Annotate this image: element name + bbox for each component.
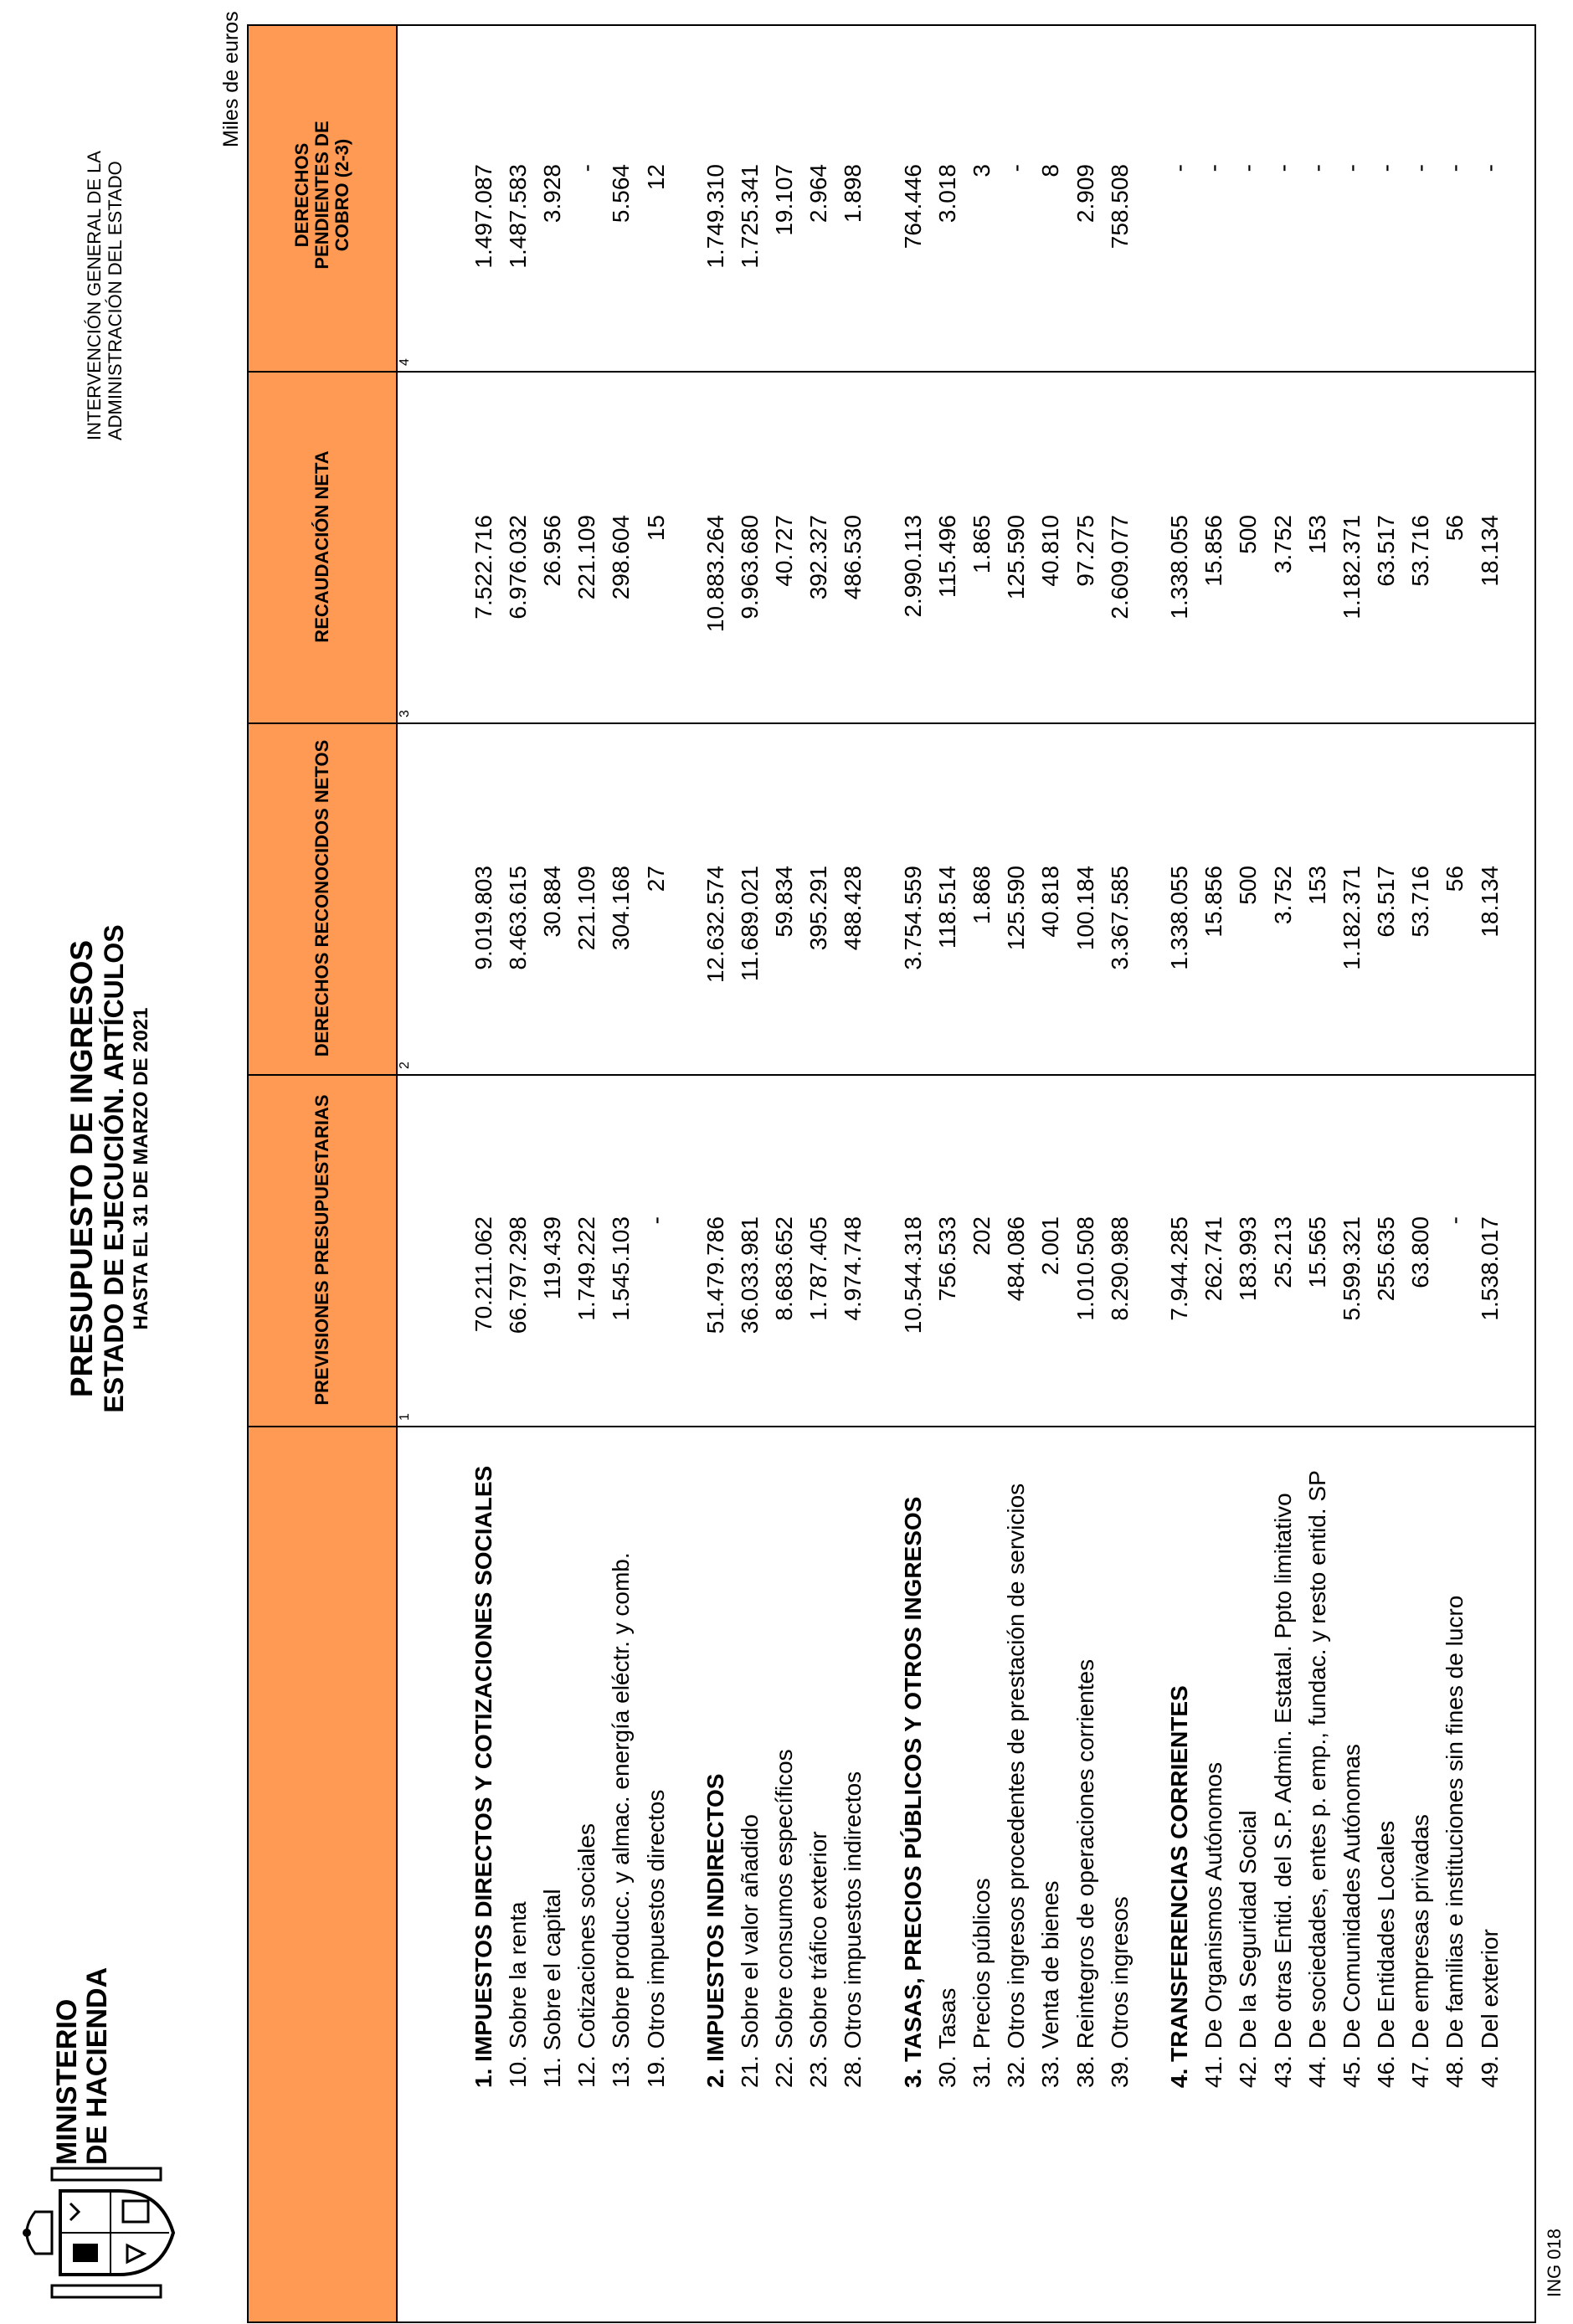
value-cell: 1.338.055	[1165, 866, 1192, 970]
table-section	[1162, 26, 1507, 2321]
value-cell: 27	[642, 866, 669, 892]
value-cell: 18.134	[1476, 515, 1503, 587]
row-label: 28. Otros impuestos indirectos	[840, 1771, 866, 2088]
table-row	[535, 26, 569, 2321]
table-row	[1103, 26, 1137, 2321]
value-cell: 8.290.988	[1106, 1216, 1133, 1321]
value-cell: 11.689.021	[736, 866, 763, 982]
table-row	[1370, 26, 1404, 2321]
column-number: 2	[398, 1062, 412, 1069]
table-row	[1068, 26, 1103, 2321]
table-row	[1473, 26, 1507, 2321]
value-cell: 100.184	[1072, 866, 1098, 951]
value-cell: 153	[1303, 866, 1330, 905]
value-cell: 3.752	[1269, 866, 1296, 925]
value-cell: 1.538.017	[1476, 1216, 1503, 1321]
value-cell: 119.439	[538, 1216, 565, 1300]
table-row	[1404, 26, 1438, 2321]
value-cell: 63.517	[1373, 515, 1400, 587]
value-cell: 8.683.652	[771, 1216, 798, 1321]
column-header-recaudacion: RECAUDACIÓN NETA	[311, 450, 332, 643]
ministry-line-2: DE HACIENDA	[81, 1967, 113, 2165]
value-cell: 63.517	[1373, 866, 1400, 938]
value-cell: 9.019.803	[470, 866, 496, 970]
value-cell: 486.530	[840, 515, 866, 600]
value-cell: 153	[1303, 515, 1330, 554]
report-date: HASTA EL 31 DE MARZO DE 2021	[130, 1007, 152, 1330]
value-cell: 10.544.318	[899, 1216, 926, 1334]
table-row	[768, 26, 802, 2321]
value-cell: -	[1442, 1216, 1468, 1225]
value-cell: 3.367.585	[1106, 866, 1133, 970]
value-cell: 3.928	[538, 164, 565, 224]
table-row	[964, 26, 999, 2321]
value-cell: 15.856	[1200, 515, 1227, 587]
value-cell: 255.635	[1373, 1216, 1400, 1302]
value-cell: -	[1442, 164, 1468, 172]
row-label: 43. De otras Entid. del S.P. Admin. Estatal. Ppto limitativo	[1269, 1493, 1296, 2088]
value-cell: 40.727	[771, 515, 798, 587]
value-cell: 202	[969, 1216, 995, 1256]
value-cell: 1.497.087	[470, 164, 496, 269]
value-cell: 118.514	[933, 866, 960, 949]
value-cell: 758.508	[1106, 164, 1133, 249]
value-cell: 395.291	[805, 866, 832, 951]
table-body	[396, 26, 1532, 2321]
table-row	[570, 26, 604, 2321]
value-cell: 66.797.298	[504, 1216, 531, 1334]
value-cell: 1.010.508	[1072, 1216, 1098, 1321]
row-label: 39. Otros ingresos	[1106, 1896, 1133, 2088]
row-label: 32. Otros ingresos procedentes de prestación de servicios	[1003, 1483, 1030, 2088]
section-total-row	[1162, 26, 1196, 2321]
value-cell: 19.107	[771, 164, 798, 236]
value-cell: -	[642, 1216, 669, 1225]
table-row	[501, 26, 535, 2321]
value-cell: 12	[642, 164, 669, 191]
ministry-line-1: MINISTERIO	[51, 1998, 83, 2165]
value-cell: 2.964	[805, 164, 832, 224]
value-cell: 51.479.786	[702, 1216, 728, 1334]
table-row	[836, 26, 871, 2321]
value-cell: 10.883.264	[702, 515, 728, 633]
value-cell: 1.868	[969, 866, 995, 925]
value-cell: -	[1303, 164, 1330, 172]
value-cell: 115.496	[933, 515, 960, 599]
revenue-table	[247, 24, 1536, 2323]
table-row	[733, 26, 767, 2321]
value-cell: -	[1235, 164, 1262, 172]
table-row	[1438, 26, 1473, 2321]
value-cell: -	[1003, 164, 1030, 172]
value-cell: 1.749.310	[702, 164, 728, 269]
row-label: 2. IMPUESTOS INDIRECTOS	[702, 1773, 728, 2088]
org-line-2: ADMINISTRACIÓN DEL ESTADO	[105, 161, 126, 440]
row-label: 42. De la Seguridad Social	[1235, 1810, 1262, 2088]
row-label: 49. Del exterior	[1476, 1929, 1503, 2088]
row-label: 44. De sociedades, entes p. emp., fundac. y resto entid. SP	[1303, 1470, 1330, 2088]
column-number: 4	[398, 358, 412, 366]
column-number: 3	[398, 710, 412, 717]
value-cell: -	[1269, 164, 1296, 172]
value-cell: 1.749.222	[573, 1216, 600, 1321]
table-row	[604, 26, 639, 2321]
value-cell: 221.109	[573, 515, 600, 600]
value-cell: 1.787.405	[805, 1216, 832, 1321]
value-cell: -	[1476, 164, 1503, 172]
section-total-row	[466, 26, 501, 2321]
org-line-1: INTERVENCIÓN GENERAL DE LA	[84, 151, 105, 440]
column-header-derechos-reconocidos: DERECHOS RECONOCIDOS NETOS	[311, 739, 332, 1057]
row-label: 12. Cotizaciones sociales	[573, 1823, 600, 2088]
value-cell: 4.974.748	[840, 1216, 866, 1321]
value-cell: 500	[1235, 866, 1262, 905]
report-title-block	[65, 599, 154, 1738]
value-cell: 2.609.077	[1106, 515, 1133, 620]
value-cell: 756.533	[933, 1216, 960, 1302]
value-cell: 63.800	[1407, 1216, 1434, 1288]
value-cell: 3.754.559	[899, 866, 926, 970]
row-label: 23. Sobre tráfico exterior	[805, 1831, 832, 2088]
value-cell: 56	[1442, 515, 1468, 542]
table-row	[1334, 26, 1369, 2321]
row-label: 21. Sobre el valor añadido	[736, 1814, 763, 2088]
value-cell: 304.168	[608, 866, 635, 951]
value-cell: -	[573, 164, 600, 172]
value-cell: 1.338.055	[1165, 515, 1192, 620]
table-section	[698, 26, 871, 2321]
value-cell: 3.752	[1269, 515, 1296, 574]
value-cell: 5.599.321	[1338, 1216, 1365, 1321]
row-label: 10. Sobre la renta	[504, 1901, 531, 2088]
value-cell: -	[1165, 164, 1192, 172]
value-cell: 56	[1442, 866, 1468, 892]
value-cell: 53.716	[1407, 515, 1434, 587]
value-cell: 1.725.341	[736, 164, 763, 269]
value-cell: 9.963.680	[736, 515, 763, 620]
row-label: 3. TASAS, PRECIOS PÚBLICOS Y OTROS INGRESOS	[899, 1496, 926, 2088]
value-cell: -	[1200, 164, 1227, 172]
ministry-name	[52, 1967, 112, 2165]
table-section	[466, 26, 673, 2321]
value-cell: 3	[969, 164, 995, 177]
value-cell: 1.182.371	[1338, 515, 1365, 620]
column-header-pendientes: DERECHOS PENDIENTES DE COBRO (2-3)	[291, 121, 352, 270]
row-label: 46. De Entidades Locales	[1373, 1820, 1400, 2088]
value-cell: 2.001	[1037, 1216, 1064, 1276]
value-cell: 764.446	[899, 164, 926, 249]
row-label: 11. Sobre el capital	[538, 1889, 565, 2088]
value-cell: 1.182.371	[1338, 866, 1365, 970]
value-cell: -	[1407, 164, 1434, 172]
coat-of-arms-logo	[18, 2162, 182, 2304]
value-cell: -	[1338, 164, 1365, 172]
document-code: ING 018	[1544, 2229, 1565, 2297]
row-label: 19. Otros impuestos directos	[642, 1789, 669, 2088]
table-row	[930, 26, 964, 2321]
value-cell: 26.956	[538, 515, 565, 587]
value-cell: 59.834	[771, 866, 798, 938]
value-cell: 125.590	[1003, 515, 1030, 600]
value-cell: 8.463.615	[504, 866, 531, 970]
row-label: 30. Tasas	[933, 1987, 960, 2088]
value-cell: 70.211.062	[470, 1216, 496, 1333]
value-cell: 15.856	[1200, 866, 1227, 938]
value-cell: 5.564	[608, 164, 635, 224]
value-cell: 262.741	[1200, 1216, 1227, 1302]
value-cell: 40.818	[1037, 866, 1064, 938]
row-label: 22. Sobre consumos específicos	[771, 1749, 798, 2088]
row-label: 38. Reintegros de operaciones corrientes	[1072, 1658, 1098, 2088]
value-cell: 6.976.032	[504, 515, 531, 620]
value-cell: 500	[1235, 515, 1262, 554]
table-row	[1231, 26, 1266, 2321]
units-label: Miles de euros	[219, 11, 243, 147]
value-cell: 15.565	[1303, 1216, 1330, 1288]
value-cell: 40.810	[1037, 515, 1064, 587]
value-cell: 488.428	[840, 866, 866, 951]
row-label: 47. De empresas privadas	[1407, 1814, 1434, 2088]
table-section	[896, 26, 1137, 2321]
value-cell: 15	[642, 515, 669, 542]
value-cell: 8	[1037, 164, 1064, 177]
section-total-row	[896, 26, 930, 2321]
value-cell: 97.275	[1072, 515, 1098, 587]
table-row	[1197, 26, 1231, 2321]
table-row	[1300, 26, 1334, 2321]
value-cell: 183.993	[1235, 1216, 1262, 1302]
value-cell: 484.086	[1003, 1216, 1030, 1302]
value-cell: 1.545.103	[608, 1216, 635, 1321]
row-label: 41. De Organismos Autónomos	[1200, 1761, 1227, 2088]
row-label: 33. Venta de bienes	[1037, 1880, 1064, 2088]
value-cell: 1.898	[840, 164, 866, 224]
row-label: 1. IMPUESTOS DIRECTOS Y COTIZACIONES SOCIALES	[470, 1465, 496, 2088]
value-cell: 125.590	[1003, 866, 1030, 951]
row-label: 48. De familias e instituciones sin fines de lucro	[1442, 1595, 1468, 2088]
section-total-row	[698, 26, 733, 2321]
column-number: 1	[398, 1413, 412, 1421]
value-cell: 25.213	[1269, 1216, 1296, 1288]
value-cell: 392.327	[805, 515, 832, 600]
value-cell: 7.522.716	[470, 515, 496, 620]
row-label: 13. Sobre producc. y almac. energía eléctr. y comb.	[608, 1552, 635, 2088]
value-cell: 2.909	[1072, 164, 1098, 224]
report-title: PRESUPUESTO DE INGRESOS	[64, 939, 99, 1398]
value-cell: 30.884	[538, 866, 565, 938]
value-cell: -	[1373, 164, 1400, 172]
table-row	[639, 26, 673, 2321]
value-cell: 18.134	[1476, 866, 1503, 938]
table-row	[1034, 26, 1068, 2321]
table-row	[1266, 26, 1300, 2321]
value-cell: 1.487.583	[504, 164, 531, 269]
table-row	[802, 26, 836, 2321]
table-row	[1000, 26, 1034, 2321]
row-label: 4. TRANSFERENCIAS CORRIENTES	[1165, 1685, 1192, 2088]
value-cell: 2.990.113	[899, 515, 926, 618]
row-label: 45. De Comunidades Autónomas	[1338, 1744, 1365, 2088]
value-cell: 12.632.574	[702, 866, 728, 984]
value-cell: 7.944.285	[1165, 1216, 1192, 1321]
value-cell: 1.865	[969, 515, 995, 574]
organization-name	[84, 151, 126, 440]
value-cell: 3.018	[933, 164, 960, 224]
report-subtitle: ESTADO DE EJECUCIÓN. ARTÍCULOS	[99, 924, 129, 1413]
value-cell: 36.033.981	[736, 1216, 763, 1334]
column-header-previsiones: PREVISIONES PRESUPUESTARIAS	[311, 1094, 332, 1406]
value-cell: 53.716	[1407, 866, 1434, 938]
row-label: 31. Precios públicos	[969, 1878, 995, 2088]
value-cell: 298.604	[608, 515, 635, 600]
value-cell: 221.109	[573, 866, 600, 951]
